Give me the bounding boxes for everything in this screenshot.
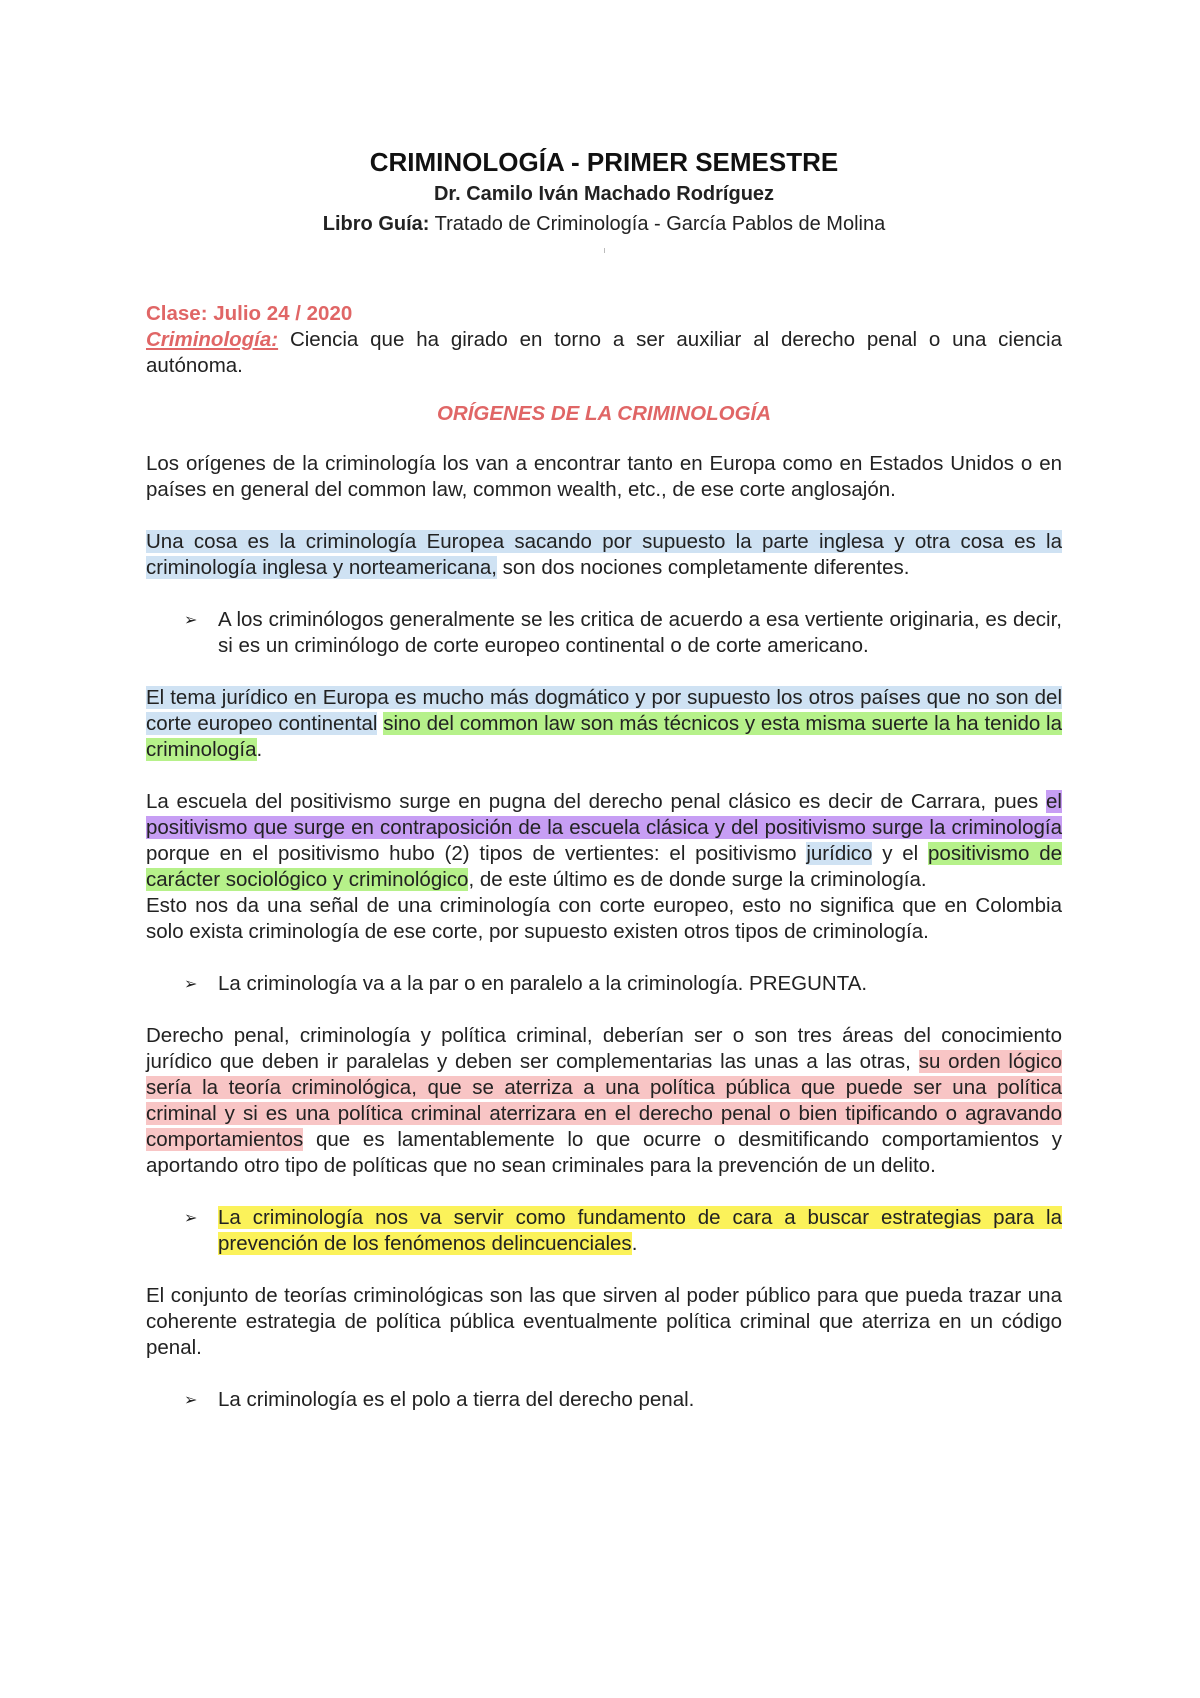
bullet-text: La criminología es el polo a tierra del derecho penal. xyxy=(218,1388,695,1411)
guide-label: Libro Guía: xyxy=(322,213,430,235)
definition-term: Criminología: xyxy=(146,328,279,351)
guide-book-line xyxy=(146,209,1062,239)
bullet-text: La criminología va a la par o en paralelo a la criminología. PREGUNTA. xyxy=(218,972,868,995)
bullet-text xyxy=(218,1205,1062,1257)
highlight-blue: Una cosa es la criminología Europea sacando por supuesto la parte inglesa y otra cosa es la criminología inglesa y norteamericana, xyxy=(146,530,1062,579)
highlight-green: sino del common law son más técnicos y esta misma suerte la ha tenido la criminología xyxy=(146,712,1063,761)
paragraph-text: son dos nociones completamente diferentes. xyxy=(496,556,910,579)
document-body xyxy=(146,145,1062,1413)
paragraph-legal-theme xyxy=(146,685,1062,763)
section-heading: ORÍGENES DE LA CRIMINOLOGÍA xyxy=(436,402,772,425)
arrow-bullet-icon: ➢ xyxy=(184,610,198,629)
definition-paragraph xyxy=(146,327,1062,379)
definition-text: Ciencia que ha girado en torno a ser auxiliar al derecho penal o una ciencia autónoma. xyxy=(146,328,1062,377)
paragraph-text: porque en el positivismo hubo (2) tipos de vertientes: el positivismo xyxy=(146,842,807,865)
paragraph-three-areas xyxy=(146,1023,1062,1179)
paragraph-text: , de este último es de donde surge la criminología. xyxy=(468,868,927,891)
arrow-bullet-icon: ➢ xyxy=(184,1390,198,1409)
guide-text: Tratado de Criminología - García Pablos de Molina xyxy=(429,213,886,235)
paragraph-text: La escuela del positivismo surge en pugna del derecho penal clásico es decir de Carrara, pues xyxy=(146,790,1047,813)
bullet-item xyxy=(184,607,1062,659)
bullet-item xyxy=(184,1205,1062,1257)
paragraph-european-vs-anglo xyxy=(146,529,1062,581)
highlight-blue: jurídico xyxy=(806,842,873,865)
class-date: Clase: Julio 24 / 2020 xyxy=(146,302,353,325)
paragraph-positivism xyxy=(146,789,1062,893)
paragraph-text: que es lamentablemente lo que ocurre o desmitificando comportamientos y aportando otro tipo de políticas que no sean criminales para la prevención de un delito. xyxy=(146,1128,1062,1177)
paragraph-origins: Los orígenes de la criminología los van a encontrar tanto en Europa como en Estados Unidos o en países en general del common law, common wealth, etc., de ese corte anglosajón. xyxy=(146,452,1062,501)
arrow-bullet-icon: ➢ xyxy=(184,974,198,993)
arrow-bullet-icon: ➢ xyxy=(184,1208,198,1227)
author-line: Dr. Camilo Iván Machado Rodríguez xyxy=(433,183,775,205)
paragraph-text: . xyxy=(256,738,263,761)
bullet-text: A los criminólogos generalmente se les critica de acuerdo a esa vertiente originaria, es decir, si es un criminólogo de corte europeo continental o de corte americano. xyxy=(218,608,1062,657)
highlight-yellow: La criminología nos va servir como fundamento de cara a buscar estrategias para la prevención de los fenómenos delincuenciales xyxy=(218,1206,1062,1255)
paragraph-text: Derecho penal, criminología y política criminal, deberían ser o son tres áreas del conocimiento jurídico que deben ir paralelas y deben ser complementarias las unas a las otras, xyxy=(146,1024,1062,1073)
document-title: CRIMINOLOGÍA - PRIMER SEMESTRE xyxy=(369,147,839,177)
bullet-text-end: . xyxy=(631,1232,638,1255)
highlight-purple: el positivismo que surge en contraposición de la escuela clásica y del positivismo surge la criminología xyxy=(146,790,1062,839)
highlight-pink: su orden lógico sería la teoría criminológica, que se aterriza a una política pública que puede ser una política criminal y si es una política criminal aterrizara en el derecho penal o bien tipificando o agravando comportamientos xyxy=(146,1050,1062,1151)
highlight-blue: El tema jurídico en Europa es mucho más dogmático y por supuesto los otros países que no son del corte europeo continental xyxy=(146,686,1062,735)
paragraph-text: y el xyxy=(872,842,929,865)
bullet-item xyxy=(184,1387,1062,1413)
bullet-item xyxy=(184,971,1062,997)
highlight-green: positivismo de carácter sociológico y criminológico xyxy=(146,842,1062,891)
paragraph-theories: El conjunto de teorías criminológicas son las que sirven al poder público para que pueda trazar una coherente estrategia de política pública eventualmente política criminal que aterriza en un código penal. xyxy=(146,1284,1062,1359)
paragraph-european-signal: Esto nos da una señal de una criminología con corte europeo, esto no significa que en Colombia solo exista criminología de ese corte, por supuesto existen otros tipos de criminología. xyxy=(146,894,1062,943)
